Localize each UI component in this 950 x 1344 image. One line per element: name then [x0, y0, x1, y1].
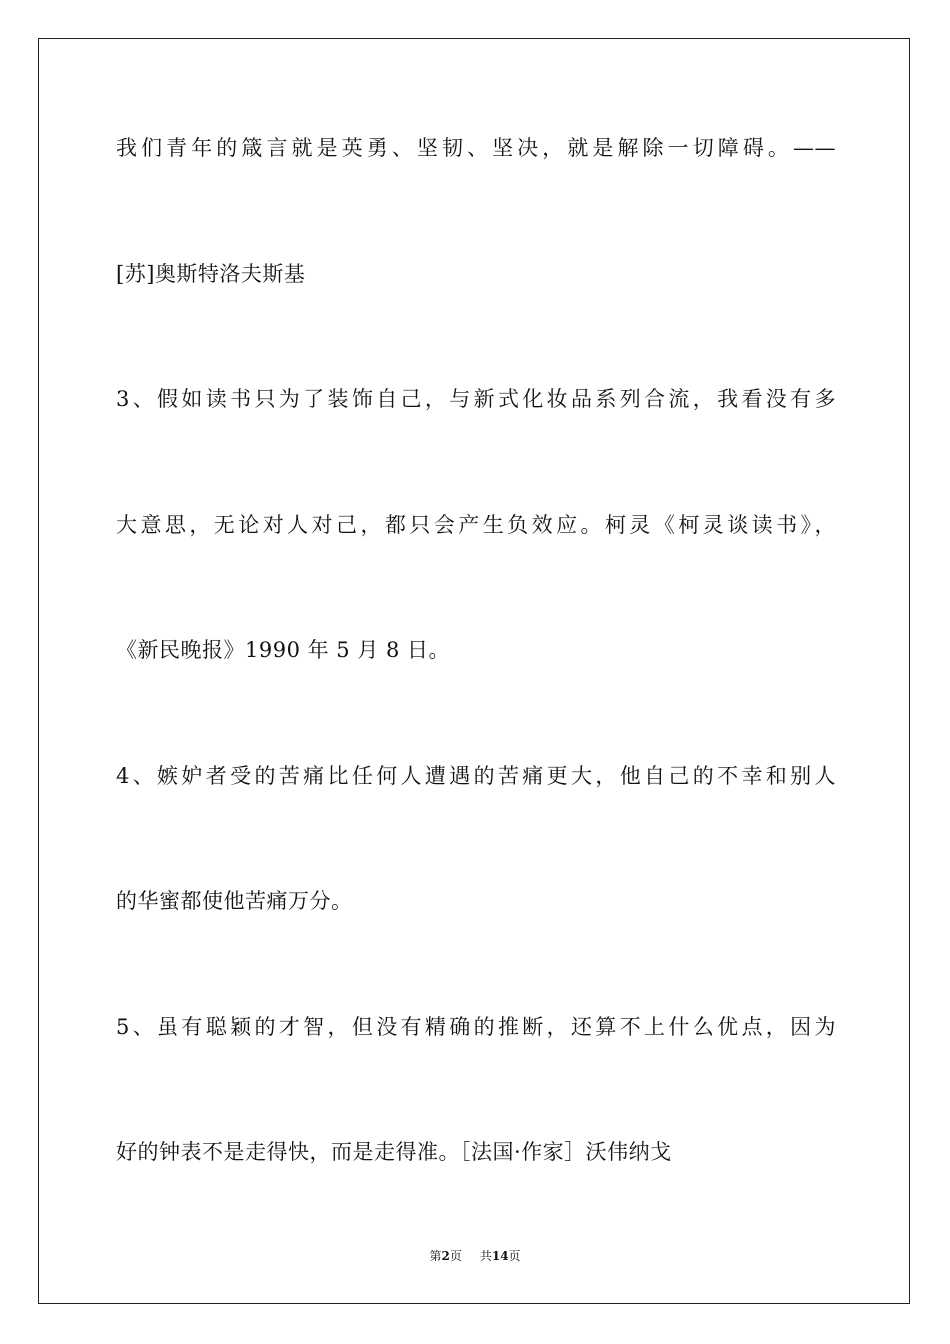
- page-suffix: 页: [449, 1249, 462, 1263]
- text-line-1: 我们青年的箴言就是英勇、坚韧、坚决，就是解除一切障碍。——: [116, 136, 836, 160]
- page-prefix: 第: [429, 1249, 442, 1263]
- text-line-8: 5、虽有聪颖的才智，但没有精确的推断，还算不上什么优点，因为: [116, 1015, 836, 1039]
- total-pages: 14: [491, 1249, 509, 1263]
- text-line-4: 大意思，无论对人对己，都只会产生负效应。柯灵《柯灵谈读书》，: [116, 513, 836, 537]
- text-line-9: 好的钟表不是走得快，而是走得准。［法国·作家］沃伟纳戈: [116, 1140, 672, 1164]
- total-prefix: 共: [479, 1249, 492, 1263]
- page-number: 2: [441, 1249, 450, 1263]
- page-border: [38, 38, 910, 1304]
- total-suffix: 页: [508, 1249, 521, 1263]
- text-line-5: 《新民晚报》1990 年 5 月 8 日。: [116, 638, 451, 662]
- text-line-6: 4、嫉妒者受的苦痛比任何人遭遇的苦痛更大，他自己的不幸和别人: [116, 764, 836, 788]
- text-line-7: 的华蜜都使他苦痛万分。: [116, 889, 353, 913]
- text-line-2: [苏]奥斯特洛夫斯基: [116, 262, 306, 286]
- text-line-3: 3、假如读书只为了装饰自己，与新式化妆品系列合流，我看没有多: [116, 387, 836, 411]
- page-footer: [0, 1248, 950, 1264]
